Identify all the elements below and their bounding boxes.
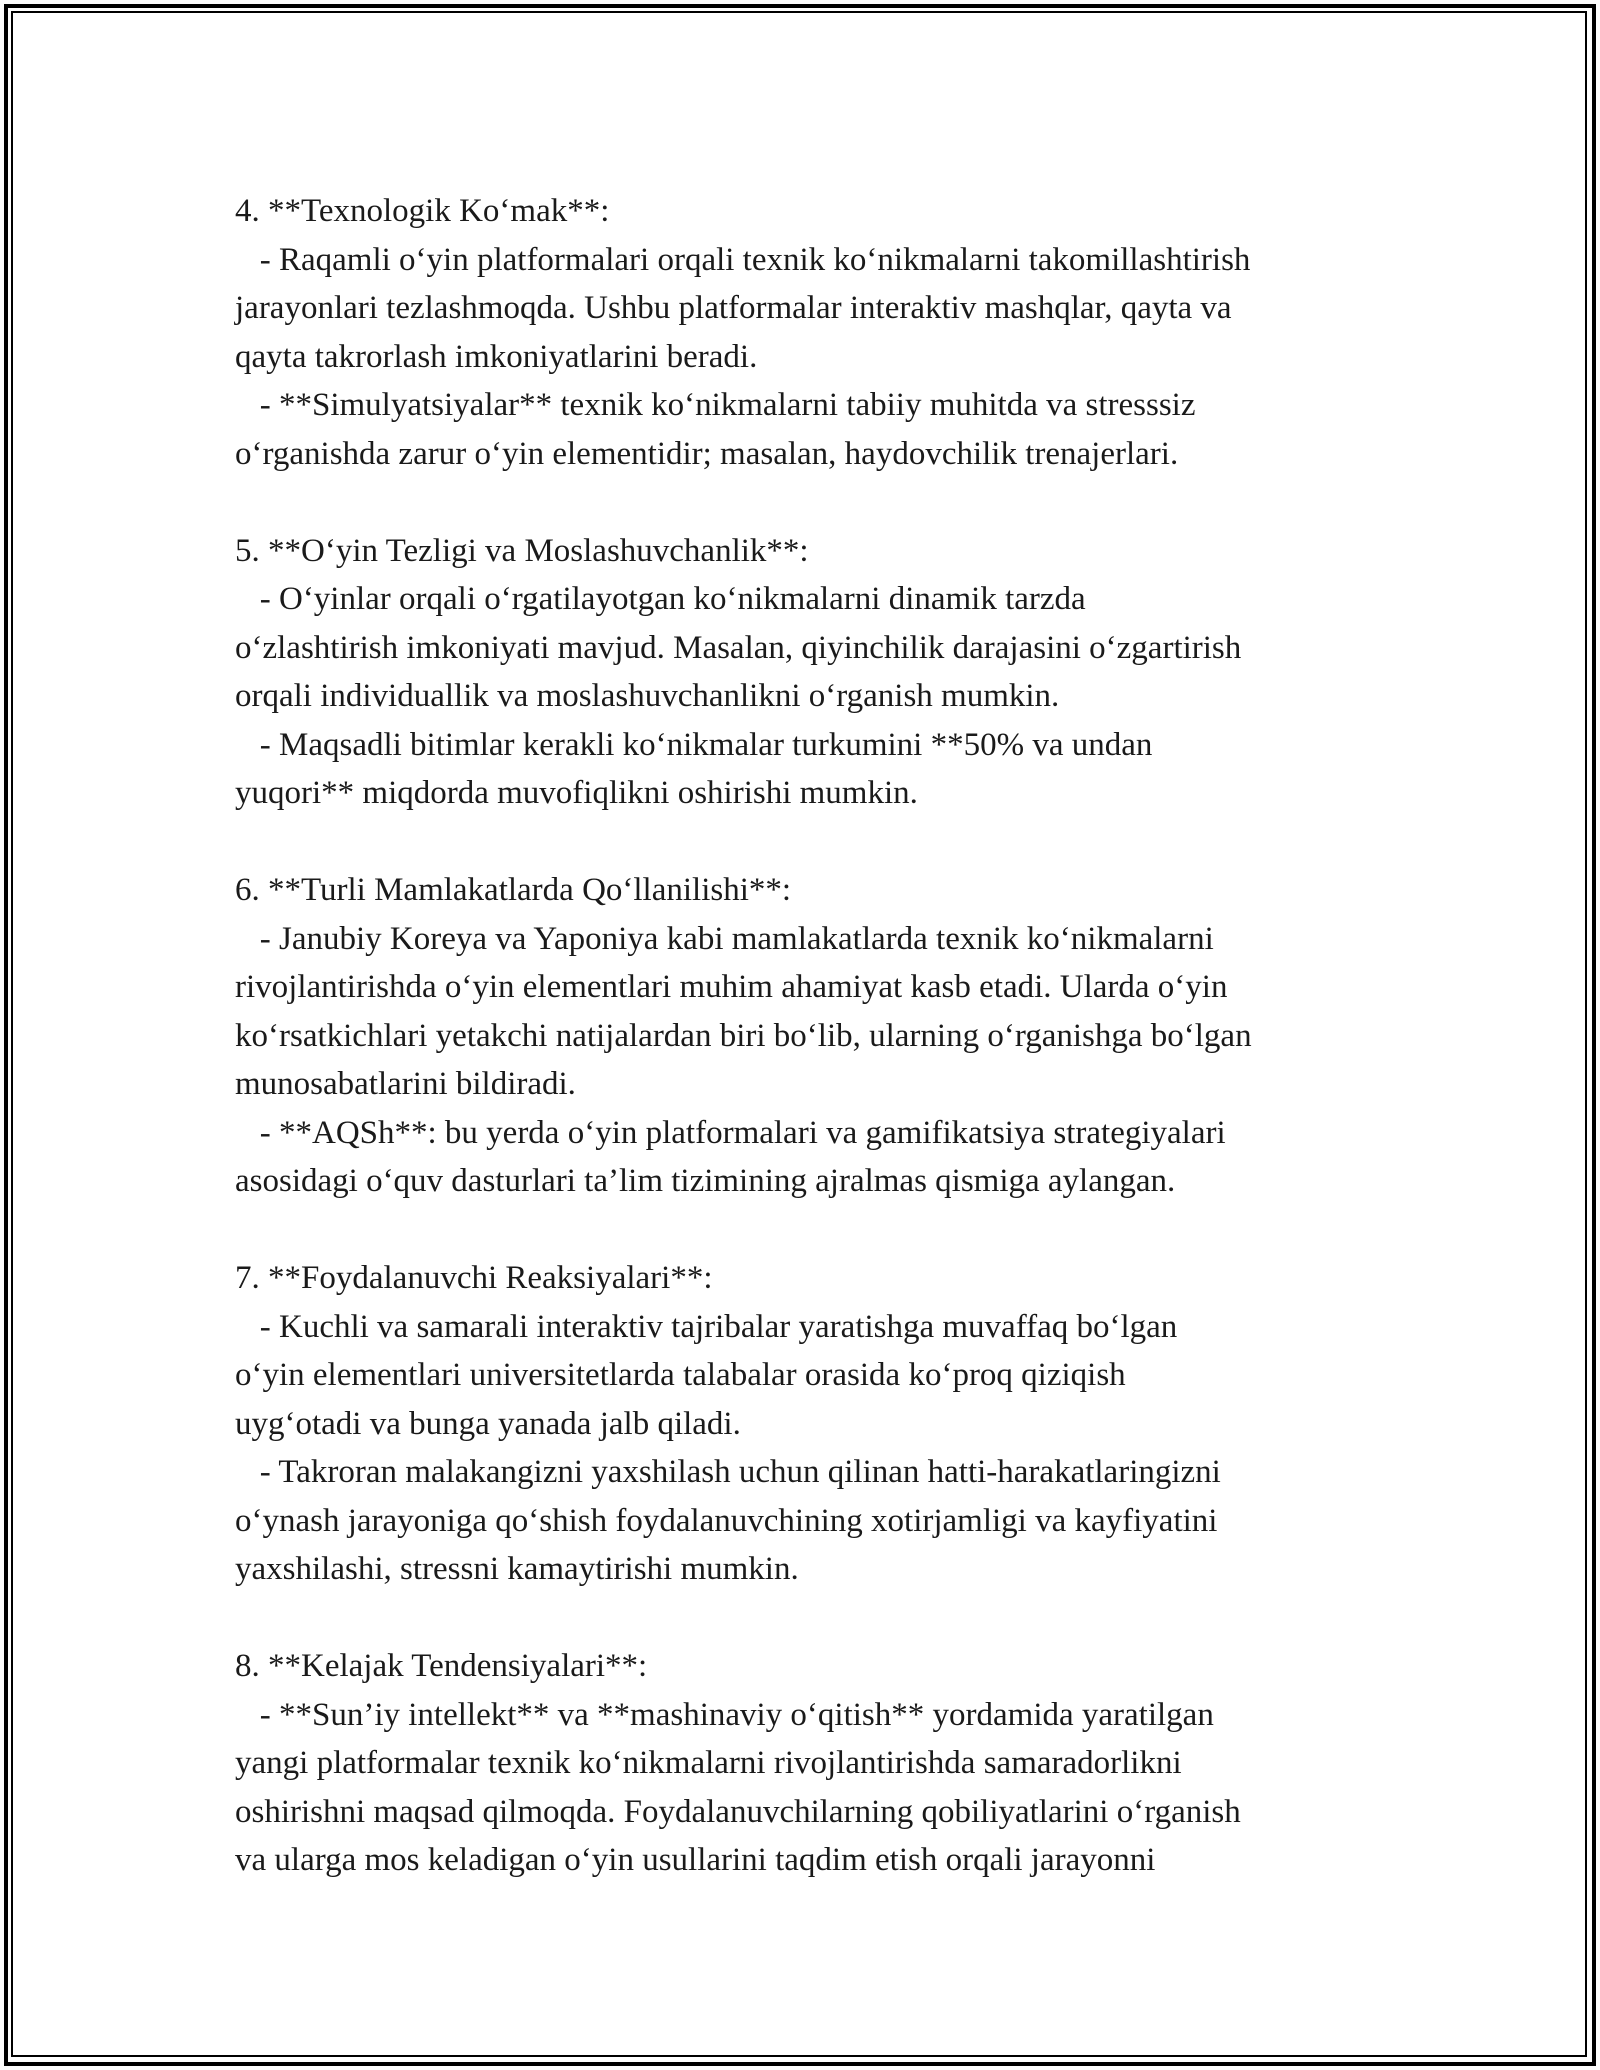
paragraph-line: o‘zlashtirish imkoniyati mavjud. Masalan, qiyinchilik darajasini o‘zgartirish	[235, 629, 1242, 666]
paragraph-line: - Takroran malakangizni yaxshilash uchun qilinan hatti-harakatlaringizni	[235, 1454, 1221, 1490]
paragraph-line: munosabatlarini bildiradi.	[235, 1066, 576, 1102]
paragraph-line: - **Simulyatsiyalar** texnik ko‘nikmalarni tabiiy muhitda va stresssiz	[235, 387, 1196, 423]
paragraph-line: o‘ynash jarayoniga qo‘shish foydalanuvchining xotirjamligi va kayfiyatini	[235, 1502, 1218, 1539]
paragraph-line: - Raqamli o‘yin platformalari orqali texnik ko‘nikmalarni takomillashtirish	[235, 241, 1251, 278]
paragraph-line: yangi platformalar texnik ko‘nikmalarni rivojlantirishda samaradorlikni	[235, 1745, 1182, 1781]
paragraph-line: - **AQSh**: bu yerda o‘yin platformalari va gamifikatsiya strategiyalari	[235, 1114, 1226, 1151]
section-heading: 8. **Kelajak Tendensiyalari**:	[235, 1648, 648, 1684]
paragraph-line: asosidagi o‘quv dasturlari ta’lim tizimining ajralmas qismiga aylangan.	[235, 1163, 1176, 1199]
paragraph-line: jarayonlari tezlashmoqda. Ushbu platformalar interaktiv mashqlar, qayta va	[235, 290, 1232, 326]
paragraph-line: o‘yin elementlari universitetlarda talabalar orasida ko‘proq qiziqish	[235, 1357, 1126, 1393]
document-body	[235, 187, 1385, 1933]
paragraph-line: orqali individuallik va moslashuvchanlikni o‘rganish mumkin.	[235, 678, 1060, 714]
paragraph-line: - Kuchli va samarali interaktiv tajribalar yaratishga muvaffaq bo‘lgan	[235, 1308, 1178, 1345]
paragraph-line: - O‘yinlar orqali o‘rgatilayotgan ko‘nikmalarni dinamik tarzda	[235, 581, 1086, 617]
document-section	[235, 187, 1385, 478]
document-section	[235, 1254, 1385, 1594]
section-heading: 5. **O‘yin Tezligi va Moslashuvchanlik**:	[235, 532, 809, 569]
section-heading: 6. **Turli Mamlakatlarda Qo‘llanilishi**:	[235, 872, 792, 908]
paragraph-line: - Maqsadli bitimlar kerakli ko‘nikmalar turkumini **50% va undan	[235, 726, 1153, 763]
section-heading: 7. **Foydalanuvchi Reaksiyalari**:	[235, 1260, 713, 1296]
paragraph-line: - **Sun’iy intellekt** va **mashinaviy o‘qitish** yordamida yaratilgan	[235, 1696, 1214, 1733]
paragraph-line: - Janubiy Koreya va Yaponiya kabi mamlakatlarda texnik ko‘nikmalarni	[235, 920, 1214, 957]
document-section	[235, 866, 1385, 1206]
paragraph-line: oshirishni maqsad qilmoqda. Foydalanuvchilarning qobiliyatlarini o‘rganish	[235, 1793, 1241, 1830]
paragraph-line: qayta takrorlash imkoniyatlarini beradi.	[235, 338, 758, 375]
paragraph-line: rivojlantirishda o‘yin elementlari muhim ahamiyat kasb etadi. Ularda o‘yin	[235, 969, 1228, 1005]
paragraph-line: yaxshilashi, stressni kamaytirishi mumkin.	[235, 1551, 799, 1587]
paragraph-line: yuqori** miqdorda muvofiqlikni oshirishi mumkin.	[235, 775, 918, 811]
document-section	[235, 1642, 1385, 1885]
document-section	[235, 527, 1385, 818]
paragraph-line: va ularga mos keladigan o‘yin usullarini taqdim etish orqali jarayonni	[235, 1842, 1156, 1878]
paragraph-line: uyg‘otadi va bunga yanada jalb qiladi.	[235, 1405, 741, 1442]
section-heading: 4. **Texnologik Ko‘mak**:	[235, 193, 610, 229]
paragraph-line: o‘rganishda zarur o‘yin elementidir; masalan, haydovchilik trenajerlari.	[235, 435, 1179, 472]
paragraph-line: ko‘rsatkichlari yetakchi natijalardan biri bo‘lib, ularning o‘rganishga bo‘lgan	[235, 1017, 1252, 1054]
